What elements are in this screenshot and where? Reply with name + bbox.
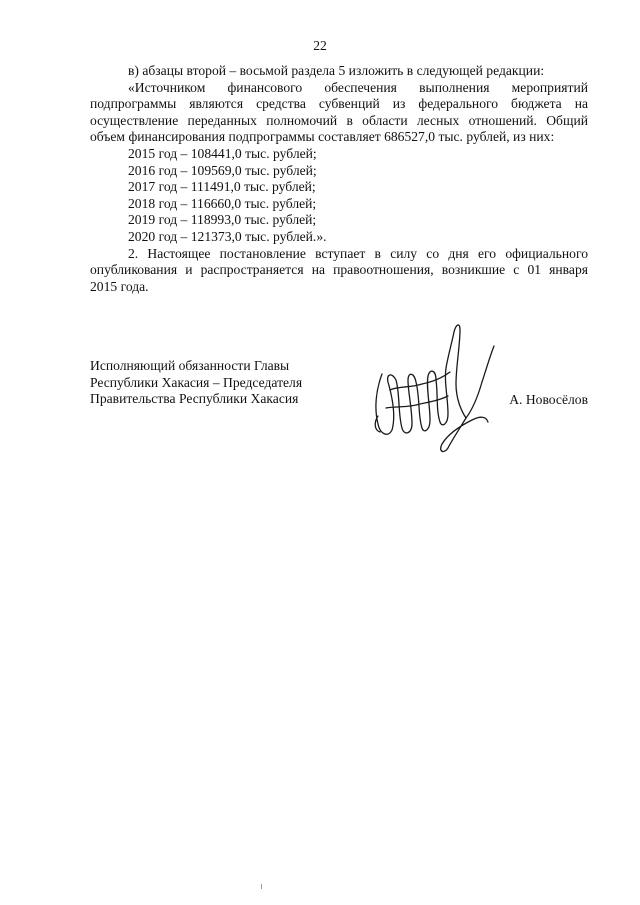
year-amount-2020: 2020 год – 121373,0 тыс. рублей.». [128, 228, 327, 244]
effective-line-1: 2. Настоящее постановление вступает в силу со дня его официального [128, 245, 588, 261]
signatory-title-line-2: Республики Хакасия – Председателя [90, 374, 303, 390]
year-amount-2019: 2019 год – 118993,0 тыс. рублей; [128, 212, 317, 228]
document-body [90, 63, 588, 295]
funding-line-2: подпрограммы являются средства субвенций из федерального бюджета на [90, 96, 588, 112]
scan-artifact [261, 884, 262, 889]
handwritten-signature [368, 312, 498, 458]
signatory-title-line-1: Исполняющий обязанности Главы [90, 358, 290, 373]
yearly-amounts-list [90, 146, 588, 246]
year-amount-2016: 2016 год – 109569,0 тыс. рублей; [128, 162, 317, 178]
page-number: 22 [313, 38, 327, 53]
year-amount-2018: 2018 год – 116660,0 тыс. рублей; [128, 195, 317, 211]
year-amount-2015: 2015 год – 108441,0 тыс. рублей; [128, 145, 317, 161]
funding-line-4: объем финансирования подпрограммы составляет 686527,0 тыс. рублей, из них: [90, 129, 555, 145]
effective-date-paragraph [90, 246, 588, 296]
signatory-name: А. Новосёлов [509, 392, 588, 407]
effective-line-2: опубликования и распространяется на правоотношения, возникшие с 01 января [90, 262, 588, 278]
signatory-title-line-3: Правительства Республики Хакасия [90, 391, 299, 407]
funding-line-3: осуществление переданных полномочий в области лесных отношений. Общий [90, 112, 588, 128]
funding-line-1: «Источником финансового обеспечения выполнения мероприятий [128, 79, 588, 95]
year-amount-2017: 2017 год – 111491,0 тыс. рублей; [128, 179, 316, 195]
effective-line-3: 2015 года. [90, 278, 149, 294]
intro-line: в) абзацы второй – восьмой раздела 5 изложить в следующей редакции: [128, 63, 545, 78]
funding-paragraph [90, 80, 588, 146]
